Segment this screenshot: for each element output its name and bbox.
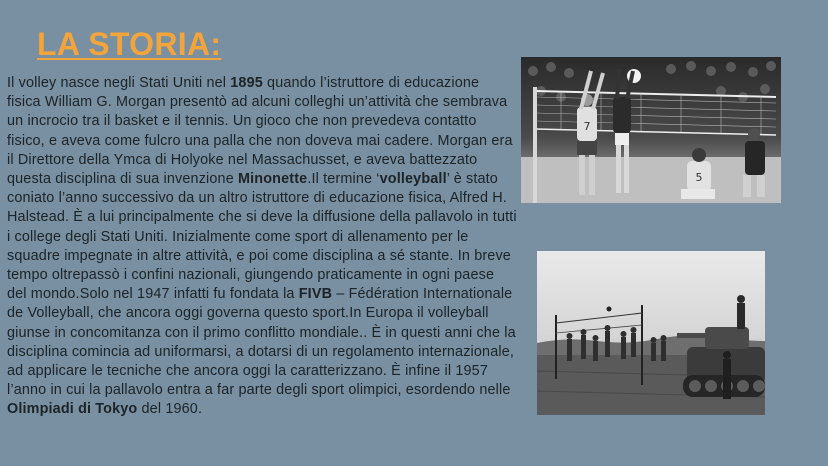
text-run-bold: volleyball — [379, 171, 447, 188]
soldiers-volleyball-photo — [537, 251, 765, 415]
text-run: ’ è stato coniato l’anno successivo da un altro istruttore di educazione fisica, Alfred H. Halstead. È a lui principalmente che si deve la diffusione della pallavolo in tutti i college degli Stati Uniti. Inizialmente come sport di allenamento per le squadre impegnate in altre attività, e poi come disciplina a sé stante. In breve tempo oltrepassò i confini nazionali, giungendo praticamente in ogni paese del mondo.Solo nel 1947 infatti fu fondata la — [7, 171, 517, 303]
text-run: .Il termine ‘ — [307, 171, 380, 188]
slide-title: LA STORIA: — [37, 26, 222, 62]
text-run: quando l’istruttore di educazione fisica William G. Morgan presentò ad alcuni colleghi un’attività che sembrava un incrocio tra il basket e il tennis. Un gioco che non prevedeva contatto fisico, e aveva come fulcro una palla che non doveva mai cadere. Morgan era il Direttore della Ymca di Holyoke nel Massachusset, e aveva battezzato questa disciplina di sua invenzione — [7, 75, 513, 188]
text-run-bold: Olimpiadi di Tokyo — [7, 401, 138, 418]
text-run-bold: 1895 — [230, 75, 263, 91]
jersey-number: 7 — [583, 120, 591, 133]
text-run-bold: Minonette — [238, 171, 308, 188]
jersey-number: 5 — [695, 171, 703, 184]
text-run: del 1960. — [137, 401, 203, 418]
text-run: – Fédération Internationale de Volleyball, che ancora oggi governa questo sport.In Europa il volleyball giunse in concomitanza con il primo conflitto mondiale.. È in questi anni che la disciplina comincia ad uniformarsi, a dotarsi di un regolamento internazionale, ad applicare le tecniche che ancora oggi la caratterizzano. È infine il 1957 l’anno in cui la pallavolo entra a far parte degli sport olimpici, esordendo nelle — [7, 286, 516, 399]
volleyball-match-photo — [521, 57, 781, 203]
text-run: Il volley nasce negli Stati Uniti nel — [7, 75, 231, 91]
text-run-bold: FIVB — [298, 286, 333, 303]
history-paragraph — [7, 74, 517, 420]
